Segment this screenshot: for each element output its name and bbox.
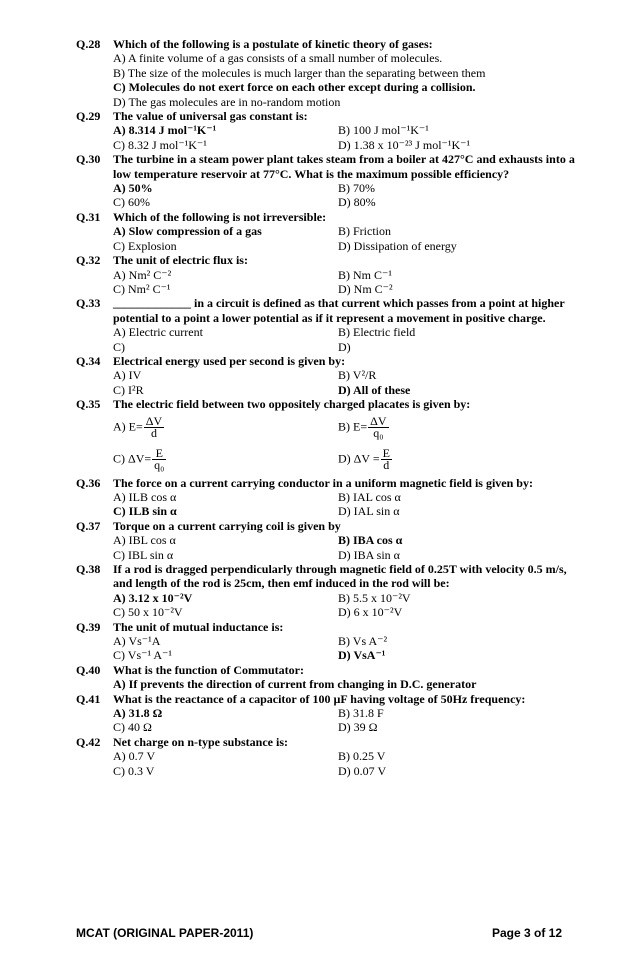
question-number: Q.41 [76,691,101,706]
option-row [113,368,576,382]
question-text: _____________ in a circuit is defined as that current which passes from a point at higher potential to a point a lower potential as if it represent a movement in positive charge. [113,296,565,325]
option: D) Nm C⁻² [338,281,393,296]
question-number: Q.31 [76,209,101,224]
question-block [76,663,576,692]
question-list [76,37,576,778]
fraction-denominator: q₀ [373,426,384,441]
option: A) A finite volume of a gas consists of a small number of molecules. [113,51,443,66]
footer-title: MCAT (ORIGINAL PAPER-2011) [76,926,254,940]
question-block [76,152,576,210]
option: B) 100 J mol⁻¹K⁻¹ [338,123,429,138]
option: D) 39 Ω [338,720,378,735]
option-row [113,533,576,547]
question-text: Net charge on n-type substance is: [113,734,288,749]
option-row [113,325,576,339]
option-row [113,268,576,282]
question-text: The unit of mutual inductance is: [113,619,284,634]
option: C) Vs⁻¹ A⁻¹ [113,648,172,663]
option: C) Molecules do not exert force on each other except during a collision. [113,80,476,95]
option: B) V²/R [338,368,377,383]
option: A) 50% [113,181,153,196]
option: B) The size of the molecules is much larger than the separating between them [113,65,486,80]
fraction-numerator: ΔV [370,414,387,429]
question-number: Q.37 [76,518,101,533]
formula-lhs: ΔV= [128,451,152,466]
question-text: The turbine in a steam power plant takes steam from a boiler at 427°C and exhausts into a low temperature reservoir at 77°C. What is the maximum possible efficiency? [113,152,575,181]
question-text: What is the reactance of a capacitor of 100 µF having voltage of 50Hz frequency: [113,691,526,706]
option-row [113,138,576,152]
option: C) [113,339,125,354]
option: B) IBA cos α [338,533,403,548]
option: B) 0.25 V [338,749,386,764]
option: D) All of these [338,382,411,397]
option: B) Friction [338,224,391,239]
question-text: Which of the following is a postulate of kinetic theory of gases: [113,37,433,51]
option: B) Electric field [338,325,416,340]
option: C) I²R [113,382,144,397]
fraction-denominator: d [150,426,157,441]
option: B) 31.8 F [338,706,384,721]
option-row [113,591,576,605]
question-number: Q.38 [76,562,101,576]
question-text: Torque on a current carrying coil is given by [113,518,341,533]
question-text: What is the function of Commutator: [113,662,304,677]
option: D) IBA sin α [338,547,400,562]
fraction [144,416,164,439]
question-number: Q.32 [76,253,101,268]
fraction-numerator: ΔV [145,414,163,429]
question-block [76,519,576,562]
option-formula [113,416,338,439]
option: C) 60% [113,195,150,210]
question-block [76,354,576,397]
option: D) [338,339,351,354]
option-row [113,764,576,778]
option: A) ILB cos α [113,489,177,504]
question-number: Q.34 [76,353,101,368]
question-text: The unit of electric flux is: [113,253,248,268]
question-text: The value of universal gas constant is: [113,109,308,124]
option-row [113,340,576,354]
option: A) IV [113,368,142,383]
option: A) 8.314 J mol⁻¹K⁻¹ [113,123,217,138]
option: B) Nm C⁻¹ [338,267,392,282]
option-row [113,195,576,209]
option: D) 0.07 V [338,763,387,778]
page-footer [76,926,562,940]
option: D) 80% [338,195,376,210]
option: A) Slow compression of a gas [113,224,262,239]
option: C) 0.3 V [113,763,155,778]
option-formula [338,448,563,471]
question-number: Q.28 [76,37,101,51]
question-text: The electric field between two oppositely charged placates is given by: [113,397,471,412]
option: C) 40 Ω [113,720,152,735]
option-row [113,706,576,720]
option: B) 70% [338,181,375,196]
option: C) 50 x 10⁻²V [113,605,183,620]
option-row [113,504,576,518]
option: D) The gas molecules are in no-random motion [113,94,341,109]
question-block [76,692,576,735]
fraction-numerator: E [382,446,390,461]
option: D) VsA⁻¹ [338,648,386,663]
question-block [76,296,576,354]
option: D) IAL sin α [338,504,400,519]
option: A) Vs⁻¹A [113,634,161,649]
question-block [76,253,576,296]
option-row [113,444,576,476]
option-row [113,605,576,619]
question-block [76,37,576,109]
option: B) 5.5 x 10⁻²V [338,590,411,605]
option: C) 8.32 J mol⁻¹K⁻¹ [113,137,207,152]
option-formula [113,448,338,471]
fraction [152,448,166,471]
fraction [381,448,392,471]
question-number: Q.33 [76,296,101,311]
option: A) Nm² C⁻² [113,267,172,282]
question-block [76,620,576,663]
option: D) Dissipation of energy [338,238,457,253]
option-row [113,720,576,734]
option: D) 1.38 x 10⁻²³ J mol⁻¹K⁻¹ [338,137,471,152]
option: A) 31.8 Ω [113,706,163,721]
question-text: Which of the following is not irreversible: [113,209,327,224]
option-row [113,282,576,296]
option-row [113,749,576,763]
option: D) 6 x 10⁻²V [338,605,403,620]
formula-lhs: E= [353,419,368,434]
option-row [113,383,576,397]
option: C) Explosion [113,238,177,253]
option-row [113,239,576,253]
fraction-denominator: q₀ [154,458,165,473]
option-label: D) [338,451,351,466]
option-row [113,224,576,238]
option: A) 0.7 V [113,749,156,764]
option: B) IAL cos α [338,489,401,504]
option: A) Electric current [113,325,203,340]
option-row [113,648,576,662]
option-row [113,548,576,562]
question-number: Q.40 [76,662,101,677]
question-text: Electrical energy used per second is given by: [113,353,346,368]
option-row [113,634,576,648]
question-block [76,109,576,152]
question-number: Q.30 [76,152,101,167]
option: A) If prevents the direction of current from changing in D.C. generator [113,677,477,692]
option-row [113,412,576,444]
option-label: B) [338,419,350,434]
question-number: Q.29 [76,109,101,124]
fraction [368,416,388,439]
fraction-numerator: E [152,448,166,460]
page-number: Page 3 of 12 [491,926,562,940]
question-number: Q.35 [76,397,101,412]
option: A) 3.12 x 10⁻²V [113,590,193,605]
question-number: Q.36 [76,475,101,490]
question-text: The force on a current carrying conductor in a uniform magnetic field is given by: [113,475,533,490]
fraction-denominator: d [383,458,390,473]
option-formula [338,416,563,439]
option-row [113,181,576,195]
option-row [113,123,576,137]
question-block [76,562,576,620]
question-number: Q.42 [76,734,101,749]
formula-lhs: E= [128,419,143,434]
question-text: If a rod is dragged perpendicularly through magnetic field of 0.25T with velocity 0.5 m/s, and length of the rod is 25cm, then emf induced in the rod will be: [113,562,567,591]
option: B) Vs A⁻² [338,634,388,649]
question-block [76,476,576,519]
option: A) IBL cos α [113,533,176,548]
option-label: C) [113,451,125,466]
option: C) IBL sin α [113,547,174,562]
question-block [76,210,576,253]
question-block [76,397,576,475]
option-row [113,490,576,504]
question-number: Q.39 [76,619,101,634]
question-block [76,735,576,778]
option: C) ILB sin α [113,504,177,519]
option: C) Nm² C⁻¹ [113,281,171,296]
option-label: A) [113,419,126,434]
formula-lhs: ΔV = [353,451,380,466]
